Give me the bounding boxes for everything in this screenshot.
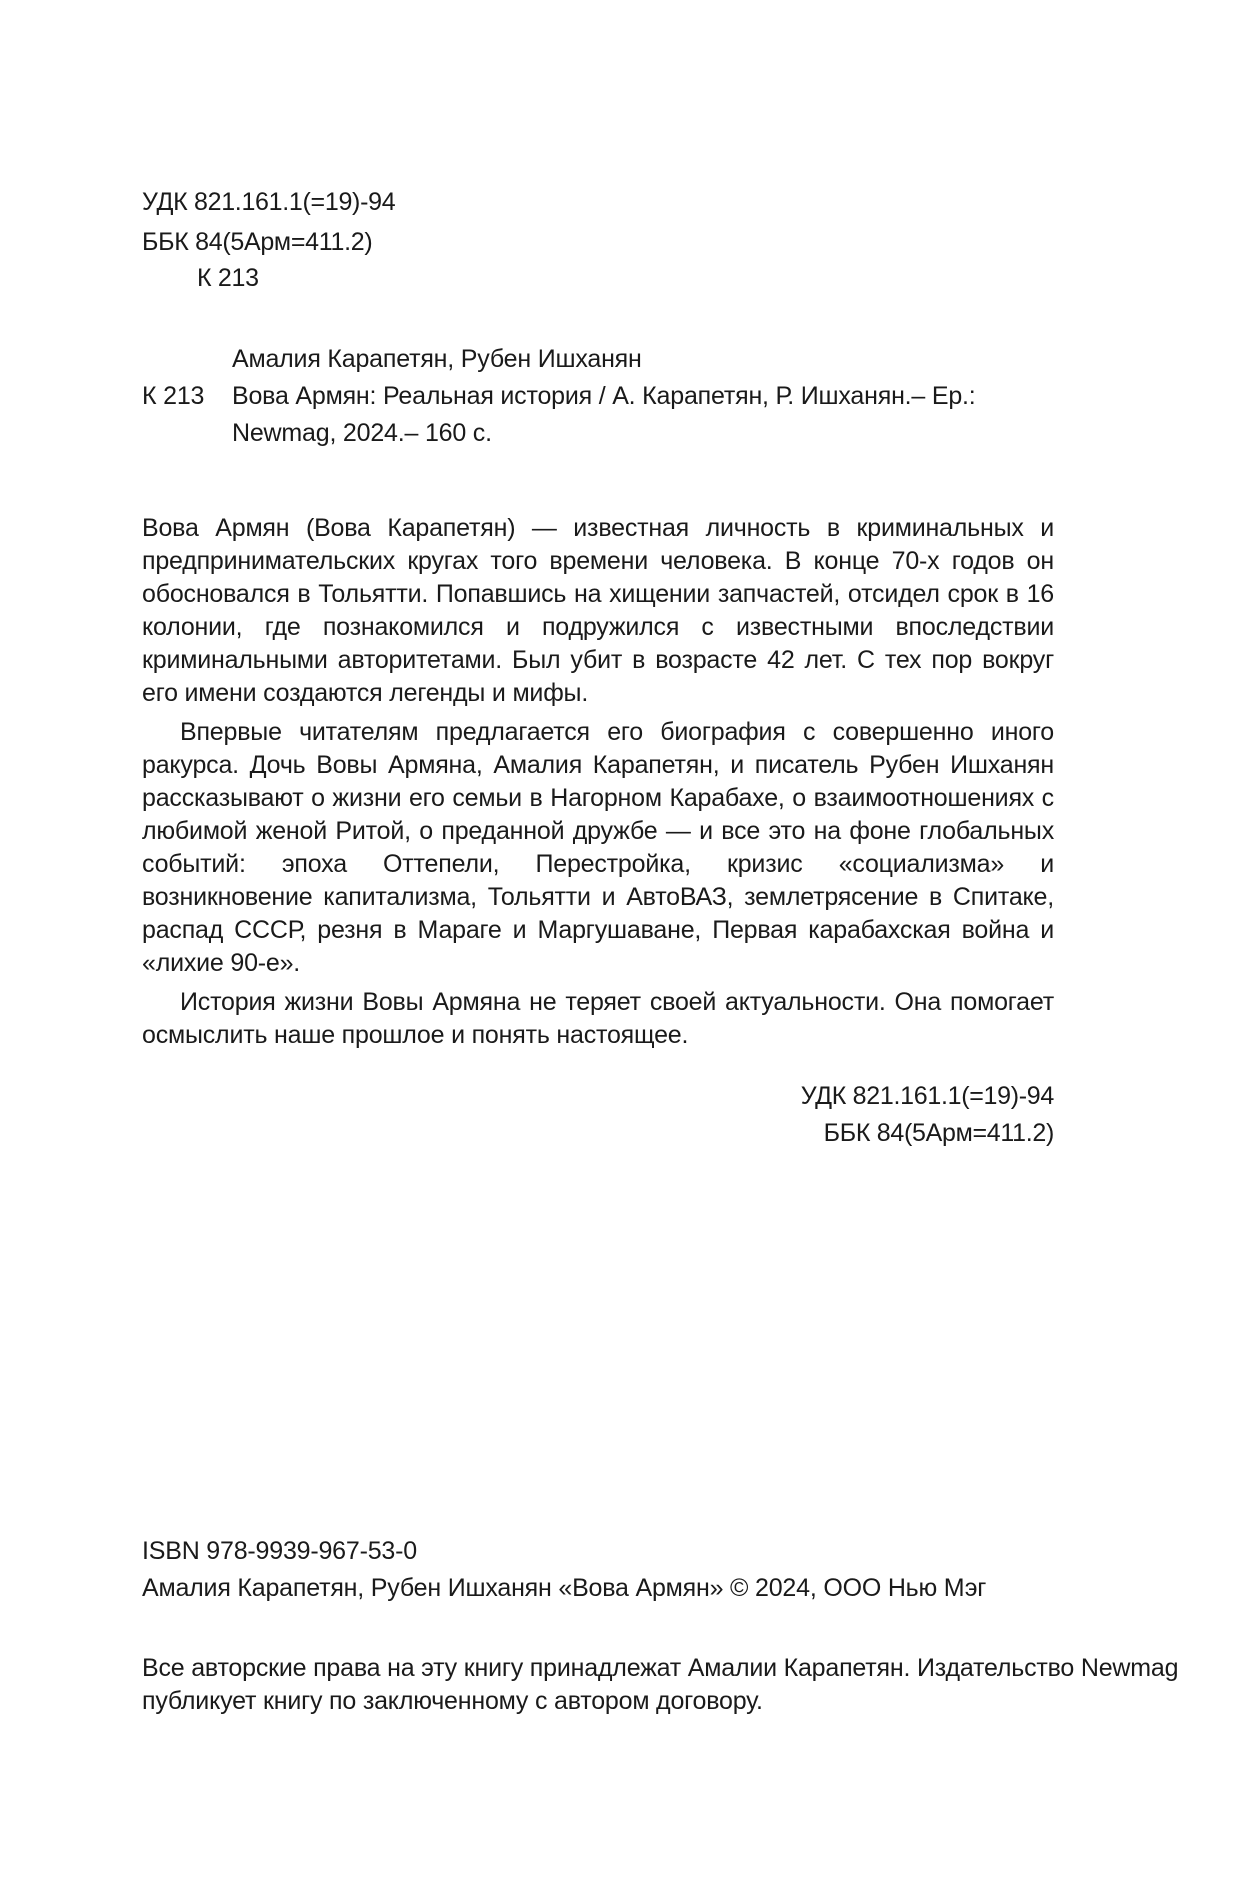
udk-code-top: УДК 821.161.1(=19)-94 — [142, 188, 396, 216]
bbk-code-bottom: ББК 84(5Арм=411.2) — [823, 1119, 1054, 1147]
udk-code-bottom: УДК 821.161.1(=19)-94 — [800, 1082, 1054, 1110]
record-authors: Амалия Карапетян, Рубен Ишханян — [232, 345, 642, 373]
record-author-sign: К 213 — [142, 382, 205, 410]
copyright-line: Амалия Карапетян, Рубен Ишханян «Вова Армян» © 2024, ООО Нью Мэг — [142, 1574, 987, 1602]
record-title: Вова Армян: Реальная история / А. Карапетян, Р. Ишханян.– Ер.: — [232, 382, 976, 410]
rights-notice: Все авторские права на эту книгу принадлежат Амалии Карапетян. Издательство Newmag публикует книгу по заключенному с автором договору. — [142, 1654, 1179, 1715]
author-sign-top: К 213 — [197, 264, 259, 292]
annotation-paragraph: Впервые читателям предлагается его биография с совершенно иного ракурса. Дочь Вовы Армяна, Амалия Карапетян, и писатель Рубен Ишханян рассказывают о жизни его семьи в Нагорном Карабахе, о взаимоотношениях с любимой женой Ритой, о преданной дружбе — и все это на фоне глобальных событий: эпоха Оттепели, Перестройка, кризис «социализма» и возникновение капитализма, Тольятти и АвтоВАЗ, землетрясение в Спитаке, распад СССР, резня в Мараге и Маргушаване, Первая карабахская война и «лихие 90-е». — [142, 718, 1054, 977]
annotation-paragraph: История жизни Вовы Армяна не теряет своей актуальности. Она помогает осмыслить наше прошлое и понять настоящее. — [142, 988, 1054, 1049]
bbk-code-top: ББК 84(5Арм=411.2) — [142, 228, 373, 256]
annotation-paragraph: Вова Армян (Вова Карапетян) — известная личность в криминальных и предпринимательских кругах того времени человека. В конце 70-х годов он обосновался в Тольятти. Попавшись на хищении запчастей, отсидел срок в 16 колонии, где познакомился и подружился с известными впоследствии криминальными авторитетами. Был убит в возрасте 42 лет. С тех пор вокруг его имени создаются легенды и мифы. — [142, 514, 1054, 707]
isbn: ISBN 978-9939-967-53-0 — [142, 1537, 417, 1565]
record-publisher: Newmag, 2024.– 160 с. — [232, 419, 492, 447]
annotation — [142, 512, 1054, 1058]
